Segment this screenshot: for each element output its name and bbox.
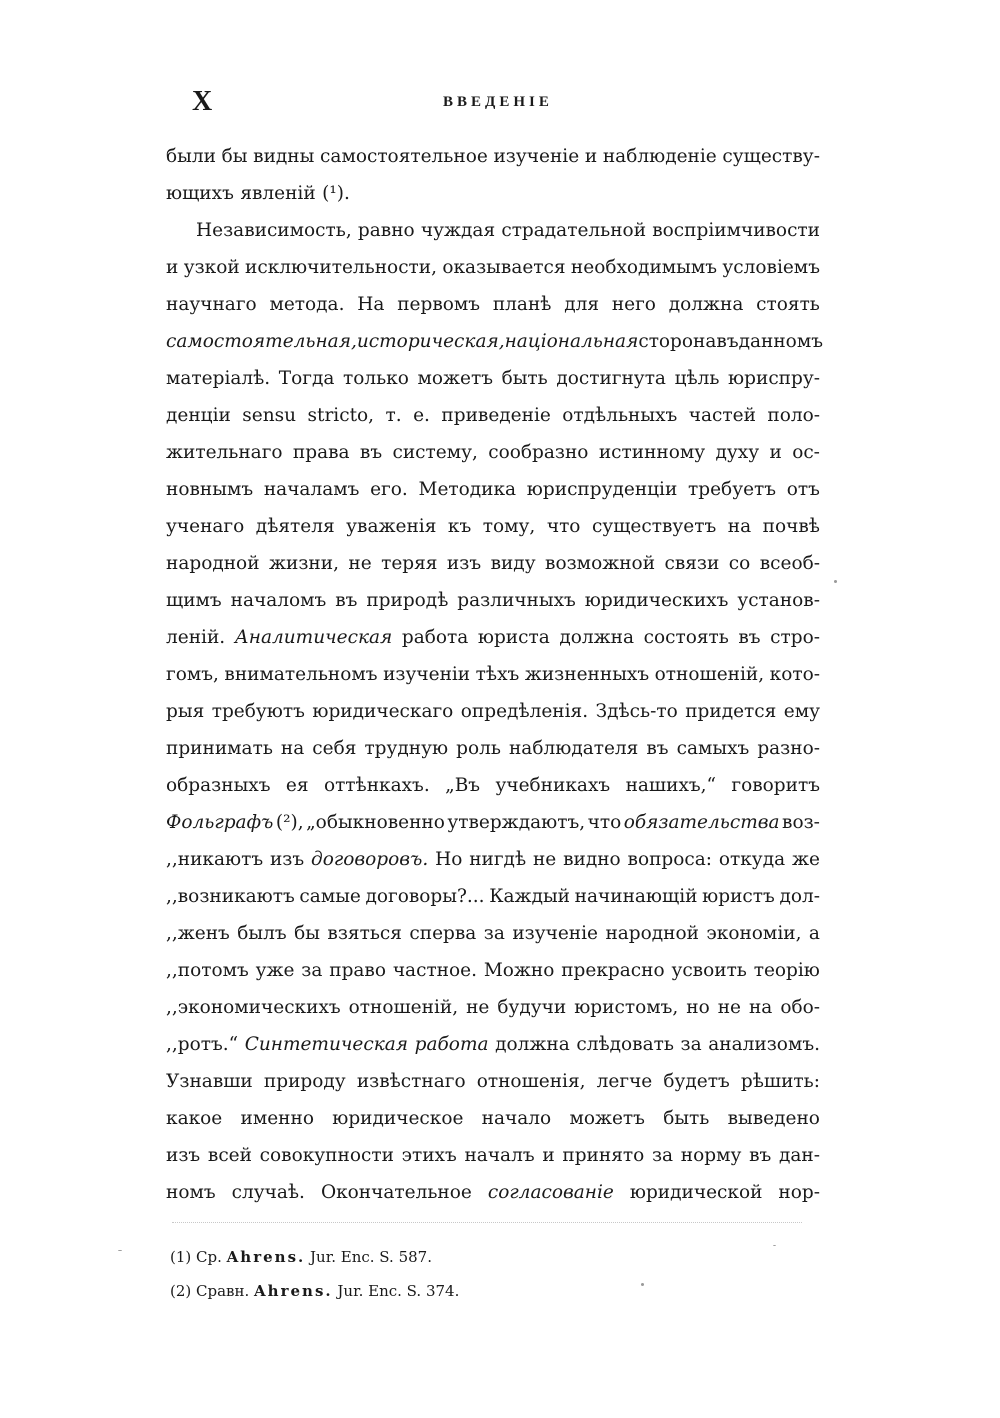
page-number: X — [192, 86, 214, 117]
word: бы — [221, 146, 248, 167]
word: трудную — [364, 738, 449, 759]
word: сообразно — [488, 442, 589, 463]
word: на — [727, 516, 752, 537]
word: будетъ — [663, 1071, 730, 1092]
word: разно- — [757, 738, 820, 759]
text-line — [166, 989, 820, 1026]
word: что — [546, 516, 581, 537]
word: существу- — [722, 146, 820, 167]
text-line — [166, 360, 820, 397]
word: былъ — [237, 923, 287, 944]
word: образныхъ — [166, 775, 271, 796]
word: возможной — [545, 553, 656, 574]
word: совокупности — [259, 1145, 394, 1166]
word: самостоятельная, — [166, 331, 357, 352]
word: изученіе — [512, 923, 598, 944]
word: не — [348, 553, 372, 574]
word: дан- — [778, 1145, 820, 1166]
word: же — [791, 849, 820, 870]
word: усвоить — [671, 960, 747, 981]
word: должна — [559, 627, 635, 648]
word: (²), — [275, 812, 304, 833]
word: и — [166, 257, 179, 278]
word: права — [292, 442, 350, 463]
word: Методика — [418, 479, 517, 500]
word: и — [584, 146, 598, 167]
word: должна — [668, 294, 744, 315]
word: систему, — [392, 442, 478, 463]
word: гомъ, — [166, 664, 219, 685]
word: ,,возникаютъ — [166, 886, 295, 907]
word: отношеній, — [654, 664, 765, 685]
word: узкой — [183, 257, 240, 278]
text-line — [166, 730, 820, 767]
word: начинающій — [574, 886, 698, 907]
word: изъ — [446, 553, 482, 574]
word: на — [280, 738, 305, 759]
word: ,,экономическихъ — [166, 997, 341, 1018]
word: нор- — [778, 1182, 820, 1203]
text-line — [166, 952, 820, 989]
word: анализомъ. — [708, 1034, 820, 1055]
word: Аналитическая — [234, 627, 393, 648]
footnote-ref: Jur. Enc. S. 374. — [337, 1282, 460, 1300]
word: но — [686, 997, 710, 1018]
word: равно — [357, 220, 415, 241]
word: частное. — [392, 960, 477, 981]
word: Здѣсь-то — [595, 701, 678, 722]
word: нигдѣ — [469, 849, 527, 870]
word: юристъ — [702, 886, 775, 907]
text-line — [166, 693, 820, 730]
word: тѣхъ — [475, 664, 520, 685]
footnote-prefix: Сравн. — [196, 1282, 250, 1300]
word: ученаго — [166, 516, 245, 537]
word: самые — [299, 886, 361, 907]
word: почвѣ — [762, 516, 820, 537]
word: право — [329, 960, 386, 981]
word: установ- — [737, 590, 820, 611]
word: началъ — [464, 1145, 535, 1166]
text-line — [166, 878, 820, 915]
text-line — [166, 545, 820, 582]
word: леній. — [166, 627, 226, 648]
word: сторона — [638, 331, 717, 352]
word: номъ — [166, 1182, 216, 1203]
word: явленій — [240, 183, 316, 204]
text-line — [166, 841, 820, 878]
text-line — [166, 138, 820, 175]
word: не — [532, 849, 557, 870]
word: ему — [783, 701, 820, 722]
word: со — [728, 553, 751, 574]
word: на — [748, 997, 773, 1018]
scan-speck — [834, 580, 837, 583]
word: придется — [685, 701, 777, 722]
word: этихъ — [401, 1145, 457, 1166]
word: состоять — [643, 627, 729, 648]
word: изученіи — [383, 664, 471, 685]
word: Синтетическая — [244, 1034, 409, 1055]
word: теряя — [381, 553, 438, 574]
word: приведеніе — [441, 405, 551, 426]
word: самостоятельное — [320, 146, 488, 167]
word: вопроса: — [627, 849, 713, 870]
word: истинному — [598, 442, 706, 463]
text-line — [166, 323, 823, 360]
word: экономіи, — [706, 923, 802, 944]
word: юриспруденціи — [526, 479, 678, 500]
word: договоровъ. — [311, 849, 429, 870]
word: себя — [312, 738, 357, 759]
word: именно — [240, 1108, 314, 1129]
word: изъ — [269, 849, 305, 870]
word: ,,потомъ — [166, 960, 249, 981]
word: за — [651, 1145, 674, 1166]
footnote-mark: (1) — [170, 1248, 192, 1266]
text-line — [166, 434, 820, 471]
word: извѣстнаго — [356, 1071, 466, 1092]
text-line — [166, 212, 820, 249]
text-line — [166, 1026, 820, 1063]
text-line — [166, 656, 820, 693]
word: роль — [456, 738, 501, 759]
word: него — [611, 294, 656, 315]
word: наблюдателя — [508, 738, 639, 759]
word: первомъ — [397, 294, 481, 315]
word: Фольграфъ — [166, 812, 274, 833]
word: народной — [605, 923, 699, 944]
word: жизни, — [268, 553, 339, 574]
text-line — [166, 767, 820, 804]
page-header — [0, 86, 1000, 126]
word: необходимымъ — [570, 257, 718, 278]
word: стро- — [770, 627, 820, 648]
word: щимъ — [166, 590, 222, 611]
word: исключительности, — [245, 257, 438, 278]
word: ,,ротъ.“ — [166, 1034, 239, 1055]
word: (¹). — [322, 183, 350, 204]
word: какое — [166, 1108, 223, 1129]
scan-speck — [641, 1283, 644, 1286]
word: принято — [562, 1145, 645, 1166]
word: для — [564, 294, 600, 315]
word: изученіе — [493, 146, 580, 167]
word: и — [542, 1145, 555, 1166]
footnote-author: Ahrens. — [226, 1248, 306, 1266]
word: денціи — [166, 405, 231, 426]
word: требуютъ — [211, 701, 305, 722]
word: наблюденіе — [602, 146, 717, 167]
word: поло- — [767, 405, 820, 426]
text-line — [166, 582, 820, 619]
word: планѣ — [492, 294, 552, 315]
text-line — [166, 1100, 820, 1137]
word: историческая, — [356, 331, 505, 352]
word: въ — [716, 331, 739, 352]
text-line — [166, 397, 820, 434]
word: будучи — [497, 997, 567, 1018]
word: не — [717, 997, 741, 1018]
word: принимать — [166, 738, 273, 759]
word: Узнавши — [166, 1071, 253, 1092]
word: различныхъ — [457, 590, 576, 611]
word: условіемъ — [722, 257, 820, 278]
word: въ — [646, 738, 669, 759]
scan-speck — [118, 1250, 122, 1251]
word: всеоб- — [759, 553, 820, 574]
word: матеріалѣ. — [166, 368, 271, 389]
footnote-2 — [170, 1274, 810, 1308]
text-line — [166, 804, 820, 841]
word: говоритъ — [731, 775, 820, 796]
word: Но — [435, 849, 463, 870]
word: цѣль — [674, 368, 720, 389]
word: за — [483, 923, 505, 944]
word: были — [166, 146, 216, 167]
word: виду — [490, 553, 536, 574]
word: е. — [413, 405, 430, 426]
text-line — [166, 1063, 820, 1100]
word: юристомъ, — [574, 997, 679, 1018]
word: жительнаго — [166, 442, 283, 463]
word: рыя — [166, 701, 205, 722]
footnote-1 — [170, 1240, 810, 1274]
word: юридическихъ — [584, 590, 729, 611]
word: бы — [294, 923, 320, 944]
word: взяться — [327, 923, 402, 944]
word: самыхъ — [676, 738, 750, 759]
word: за — [680, 1034, 702, 1055]
word: страдательной — [501, 220, 647, 241]
word: можетъ — [569, 1108, 645, 1129]
word: національная — [504, 331, 639, 352]
word: достигнута — [556, 368, 666, 389]
text-line — [166, 249, 820, 286]
text-line — [166, 619, 820, 656]
word: стоять — [756, 294, 820, 315]
word: началомъ — [230, 590, 327, 611]
word: данномъ — [738, 331, 823, 352]
word: учебникахъ — [495, 775, 611, 796]
word: отношенія, — [476, 1071, 586, 1092]
word: stricto, — [307, 405, 375, 426]
word: случаѣ. — [231, 1182, 305, 1203]
word: обязательства — [623, 812, 780, 833]
word: рѣшить: — [740, 1071, 820, 1092]
word: только — [342, 368, 409, 389]
word: юридической — [629, 1182, 763, 1203]
word: ос- — [792, 442, 820, 463]
word: Тогда — [278, 368, 335, 389]
word: откуда — [718, 849, 786, 870]
word: научнаго — [166, 294, 257, 315]
word: началамъ — [263, 479, 360, 500]
word: кото- — [769, 664, 820, 685]
word: внимательномъ — [224, 664, 378, 685]
word: На — [357, 294, 385, 315]
word: договоры?... — [365, 886, 485, 907]
scan-speck — [773, 1245, 776, 1246]
word: существуетъ — [591, 516, 717, 537]
word: слѣдовать — [576, 1034, 674, 1055]
word: работа — [414, 1034, 489, 1055]
word: юридическаго — [312, 701, 454, 722]
word: всей — [207, 1145, 252, 1166]
text-line — [166, 471, 820, 508]
word: отдѣльныхъ — [562, 405, 678, 426]
word: согласованіе — [487, 1182, 614, 1203]
word: оказывается — [442, 257, 566, 278]
word: изъ — [166, 1145, 201, 1166]
word: ,,женъ — [166, 923, 230, 944]
text-line — [166, 286, 820, 323]
word: и — [769, 442, 782, 463]
footnote-divider — [172, 1222, 802, 1223]
word: связи — [664, 553, 720, 574]
word: ,,никаютъ — [166, 849, 264, 870]
word: теорію — [753, 960, 820, 981]
word: юриспру- — [728, 368, 820, 389]
word: нашихъ,“ — [625, 775, 716, 796]
word: Можно — [483, 960, 555, 981]
word: оттѣнкахъ. — [323, 775, 430, 796]
word: новнымъ — [166, 479, 254, 500]
word: дол- — [779, 886, 820, 907]
word: можетъ — [417, 368, 493, 389]
word: въ — [749, 1145, 772, 1166]
footnote-prefix: Ср. — [196, 1248, 222, 1266]
word: видны — [253, 146, 315, 167]
running-head: ВВЕДЕНІЕ — [443, 94, 553, 110]
word: отъ — [786, 479, 820, 500]
word: природѣ — [366, 590, 449, 611]
word: быть — [501, 368, 548, 389]
word: требуетъ — [688, 479, 777, 500]
word: работа — [401, 627, 469, 648]
word: утверждаютъ, — [447, 812, 586, 833]
word: норму — [680, 1145, 742, 1166]
word: не — [466, 997, 490, 1018]
word: духу — [715, 442, 760, 463]
word: видно — [563, 849, 621, 870]
word: въ — [359, 442, 383, 463]
word: „обыкновенно — [306, 812, 445, 833]
text-line — [166, 915, 820, 952]
word: „Въ — [445, 775, 481, 796]
word: отношеній, — [348, 997, 459, 1018]
word: тому, — [482, 516, 536, 537]
word: народной — [166, 553, 260, 574]
word: начало — [481, 1108, 552, 1129]
word: легче — [596, 1071, 653, 1092]
word: въ — [738, 627, 761, 648]
word: т. — [385, 405, 402, 426]
word: метода. — [269, 294, 345, 315]
body-text — [166, 138, 823, 1211]
word: опредѣленія. — [460, 701, 589, 722]
text-line — [166, 175, 820, 212]
word: дѣятеля — [255, 516, 335, 537]
word: сперва — [409, 923, 477, 944]
word: Каждый — [489, 886, 571, 907]
word: выведено — [727, 1108, 820, 1129]
word: въ — [335, 590, 358, 611]
word: воз- — [782, 812, 820, 833]
word: уваженія — [346, 516, 437, 537]
word: а — [808, 923, 820, 944]
text-line — [166, 1174, 820, 1211]
word: юридическое — [332, 1108, 464, 1129]
word: Независимость, — [196, 220, 352, 241]
footnote-mark: (2) — [170, 1282, 192, 1300]
word: ющихъ — [166, 183, 234, 204]
word: что — [587, 812, 622, 833]
text-line — [166, 508, 820, 545]
word: Окончательное — [320, 1182, 472, 1203]
word: жизненныхъ — [524, 664, 650, 685]
word: къ — [447, 516, 472, 537]
word: ея — [285, 775, 309, 796]
word: его. — [370, 479, 408, 500]
text-line — [166, 1137, 820, 1174]
word: чуждая — [420, 220, 496, 241]
word: sensu — [242, 405, 297, 426]
word: юриста — [477, 627, 550, 648]
word: должна — [495, 1034, 570, 1055]
word: прекрасно — [561, 960, 665, 981]
footnotes — [170, 1240, 810, 1308]
word: частей — [688, 405, 756, 426]
word: обо- — [780, 997, 820, 1018]
footnote-author: Ahrens. — [254, 1282, 333, 1300]
footnote-ref: Jur. Enc. S. 587. — [310, 1248, 432, 1266]
word: за — [301, 960, 323, 981]
word: быть — [663, 1108, 710, 1129]
word: воспріимчивости — [652, 220, 820, 241]
word: уже — [255, 960, 295, 981]
word: природу — [263, 1071, 346, 1092]
